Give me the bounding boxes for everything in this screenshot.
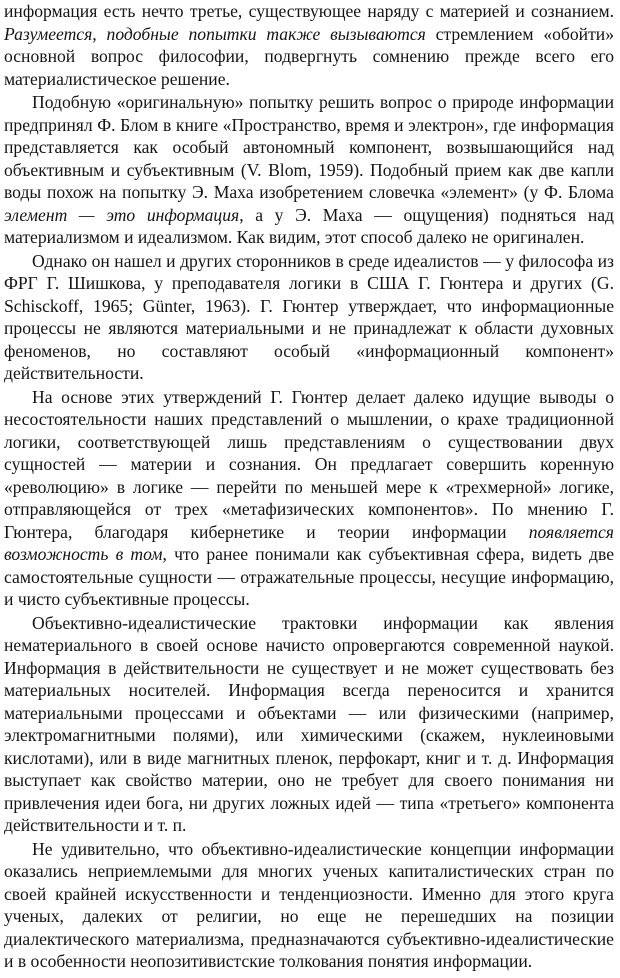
paragraph-3-run-1: Однако он нашел и других сторонников в среде идеалистов — у философа из ФРГ Г. Шишкова, у преподавателя логики в США Г. Гюнтера и других (G. Schisckoff, 1965; Günter, 1963). Г. Гюнтер утверждает, что информационные процессы не являются материальными и не принадлежат к области духовных феноменов, но составляют особый «информационный компонент» действительности.: [4, 250, 614, 383]
paragraph-4: [4, 386, 614, 611]
paragraph-4-run-3: , что ранее понимали как субъективная сфера, видеть две самостоятельные сущности — отражательные процессы, несущие информацию, и чисто субъективные процессы.: [4, 544, 615, 609]
paragraph-4-run-1: На основе этих утверждений Г. Гюнтер делает далеко идущие выводы о несостоятельности наших представлений о мышлении, о крахе традиционной логики, соответствующей лишь представлениям о существовании двух сущностей — материи и сознания. Он предлагает совершить коренную «революцию» в логике — перейти по меньшей мере к «трехмерной» логике, отправляющейся от трех «метафизических компонентов». По мнению Г. Гюнтера, благодаря кибернетике и теории информации: [4, 386, 614, 542]
paragraph-1: [4, 0, 614, 90]
paragraph-2: [4, 91, 614, 249]
paragraph-6-run-1: Не удивительно, что объективно-идеалистические концепции информации оказались неприемлемыми для многих ученых капиталистических стран по своей крайней искусственности и тенденциозности. Именно для этого круга ученых, далеких от религии, но еще не перешедших на позиции диалектического материализма, предназначаются субъективно-идеалистические и в особенности неопозитивистские толкования понятия информации.: [4, 838, 614, 971]
paragraph-1-italic-run: Разумеется, подобные попытки также вызываются: [4, 23, 426, 44]
paragraph-4-italic-run: появляется возможность в том: [4, 521, 614, 564]
paragraph-5-run-1: Объективно-идеалистические трактовки информации как явления нематериального в своей основе начисто опровергаются современной наукой. Информация в действительности не существует и не может существовать без материальных носителей. Информация всегда переносится и хранится материальными процессами и объектами — или физическими (например, электромагнитными полями), или химическими (скажем, нуклеиновыми кислотами), или в виде магнитных пленок, перфокарт, книг и т. д. Информация выступает как свойство материи, оно не требует для своего понимания ни привлечения идеи бога, ни других ложных идей — типа «третьего» компонента действительности и т. п.: [4, 612, 614, 835]
paragraph-5: [4, 612, 614, 837]
paragraph-2-italic-run: элемент — это информация: [4, 204, 240, 225]
paragraph-1-run-1: информация есть нечто третье, существующее наряду с материей и сознанием.: [4, 1, 614, 21]
paragraph-1-run-3: стремлением «обойти» основной вопрос философии, подвергнуть сомнению прежде всего его материалистическое решение.: [4, 23, 614, 89]
paragraph-3: [4, 250, 614, 385]
paragraph-2-run-3: , а у Э. Маха — ощущения) подняться над материализмом и идеализмом. Как видим, этот способ далеко не оригинален.: [4, 204, 615, 247]
paragraph-6: [4, 838, 614, 973]
paragraph-2-run-1: Подобную «оригинальную» попытку решить вопрос о природе информации предпринял Ф. Блом в книге «Пространство, время и электрон», где информация представляется как особый автономный компонент, возвышающийся над объективным и субъективным (V. Blom, 1959). Подобный прием как две капли воды похож на попытку Э. Маха изобретением словечка «элемент» (у Ф. Блома: [4, 92, 614, 202]
